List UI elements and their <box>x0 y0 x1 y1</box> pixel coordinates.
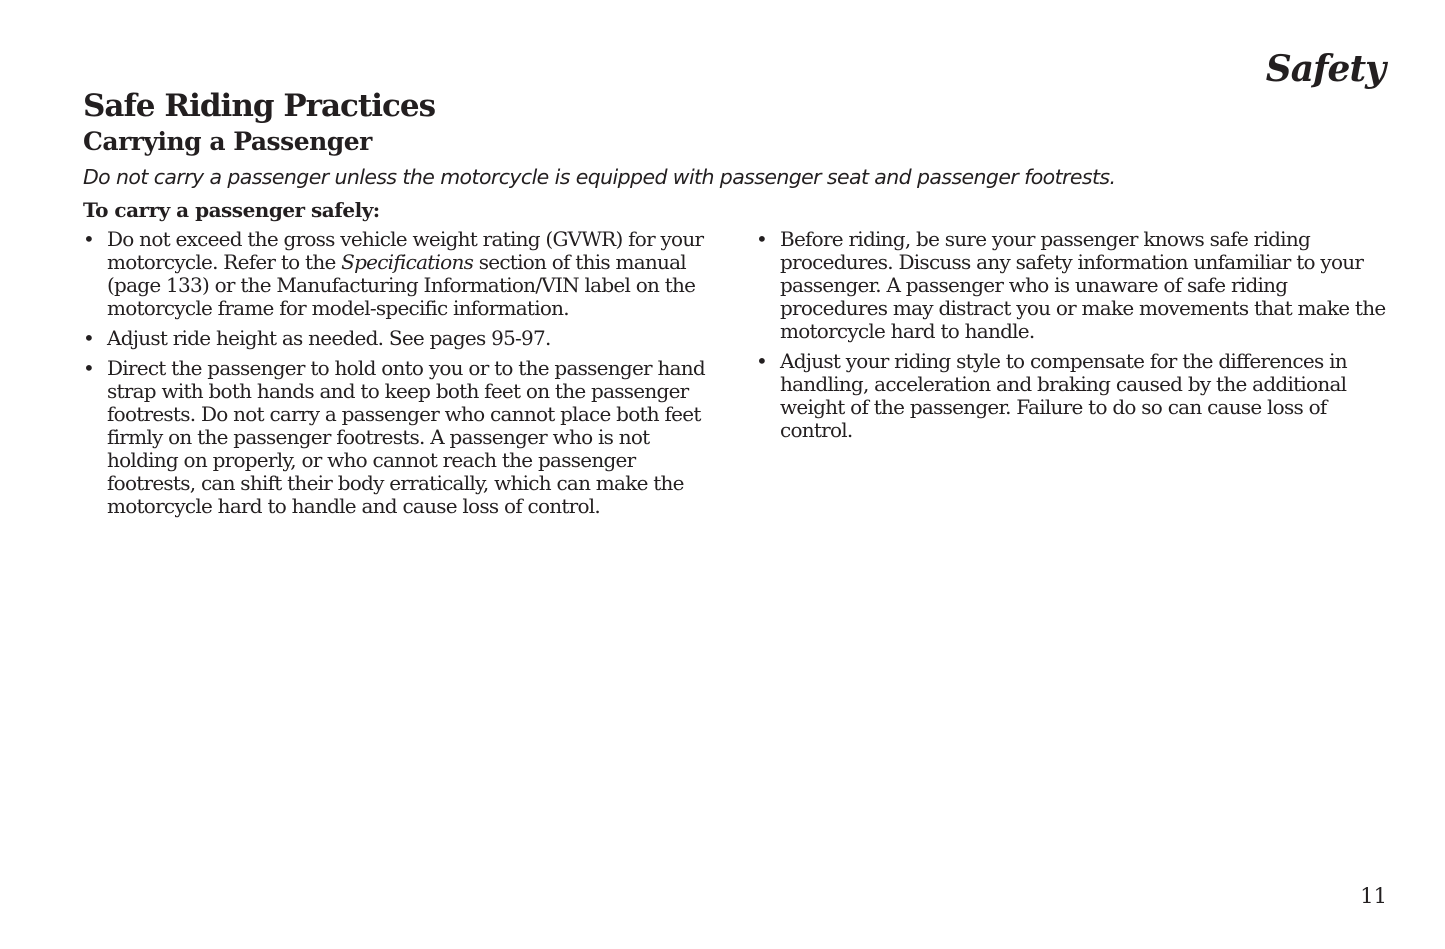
page-number: 11 <box>1360 884 1387 908</box>
list-lead: To carry a passenger safely: <box>83 198 380 222</box>
bullet-icon: • <box>83 227 95 251</box>
list-item <box>83 357 713 518</box>
list-item-text: Direct the passenger to hold onto you or to the passenger hand strap with both hands and to keep both feet on the passenger footrests. Do not carry a passenger who cannot place both feet firmly on the passenger footrests. A passenger who is not holding on properly, or who cannot reach the passenger footrests, can shift their body erratically, which can make the motorcycle hard to handle and cause loss of control. <box>107 356 705 518</box>
right-column-list <box>756 228 1386 449</box>
list-item-text: Adjust your riding style to compensate for the differences in handling, acceleration and braking caused by the additional weight of the passenger. Failure to do so can cause loss of control. <box>780 349 1347 442</box>
specifications-reference: Specifications <box>341 250 474 274</box>
list-item-text: section of this manual (page 133) or the Manufacturing Information/VIN label on the motorcycle frame for model-specific information. <box>107 250 696 320</box>
bullet-icon: • <box>83 326 95 350</box>
list-item <box>83 327 713 350</box>
intro-warning: Do not carry a passenger unless the motorcycle is equipped with passenger seat and passenger footrests. <box>83 165 1116 189</box>
bullet-icon: • <box>756 349 768 373</box>
list-item-text: Adjust ride height as needed. See pages 95-97. <box>107 326 551 350</box>
section-subtitle: Carrying a Passenger <box>83 127 372 156</box>
bullet-icon: • <box>756 227 768 251</box>
list-item-text: Before riding, be sure your passenger knows safe riding procedures. Discuss any safety information unfamiliar to your passenger. A passenger who is unaware of safe riding procedures may distract you or make movements that make the motorcycle hard to handle. <box>780 227 1386 343</box>
list-item <box>756 350 1386 442</box>
section-label: Safety <box>1265 48 1385 90</box>
bullet-icon: • <box>83 356 95 380</box>
list-item <box>83 228 713 320</box>
list-item-text: Do not exceed the gross vehicle weight rating (GVWR) for your motorcycle. Refer to the <box>107 227 704 274</box>
list-item <box>756 228 1386 343</box>
left-column-list <box>83 228 713 525</box>
page-title: Safe Riding Practices <box>83 88 436 124</box>
